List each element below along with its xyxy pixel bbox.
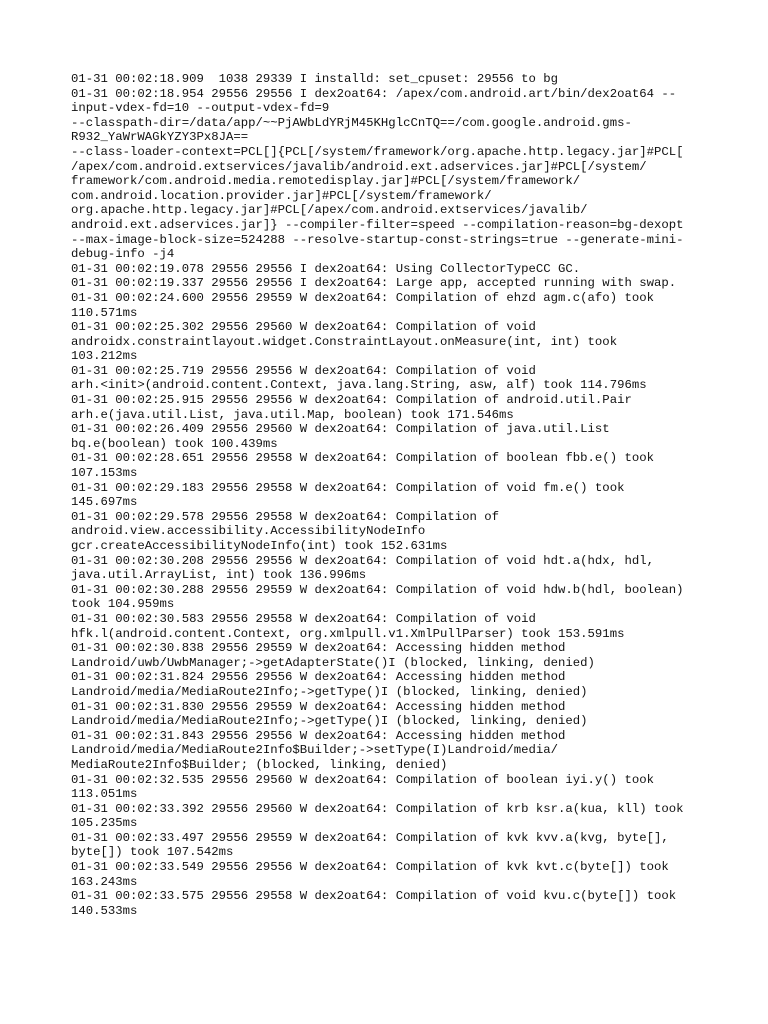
log-line: framework/com.android.media.remotedisplay.jar]#PCL[/system/framework/: [71, 174, 581, 189]
log-line: 01-31 00:02:33.392 29556 29560 W dex2oat64: Compilation of krb ksr.a(kua, kll) took: [71, 801, 684, 816]
log-line: 163.243ms: [71, 874, 138, 889]
log-line: 103.212ms: [71, 349, 138, 364]
log-line: 01-31 00:02:29.578 29556 29558 W dex2oat64: Compilation of: [71, 509, 500, 524]
log-line: 01-31 00:02:33.575 29556 29558 W dex2oat64: Compilation of void kvu.c(byte[]) took: [71, 889, 677, 904]
log-line: com.android.location.provider.jar]#PCL[/system/framework/: [71, 188, 492, 203]
log-line: 01-31 00:02:30.208 29556 29556 W dex2oat64: Compilation of void hdt.a(hdx, hdl,: [71, 553, 654, 568]
log-line: 01-31 00:02:25.719 29556 29556 W dex2oat64: Compilation of void: [71, 363, 536, 378]
log-line: bq.e(boolean) took 100.439ms: [71, 436, 278, 451]
log-line: R932_YaWrWAGkYZY3Px8JA==: [71, 130, 249, 145]
log-line: --classpath-dir=/data/app/~~PjAWbLdYRjM45KHglcCnTQ==/com.google.android.gms-: [71, 115, 632, 130]
log-line: Landroid/media/MediaRoute2Info;->getType()I (blocked, linking, denied): [71, 684, 588, 699]
log-line: 01-31 00:02:18.954 29556 29556 I dex2oat64: /apex/com.android.art/bin/dex2oat64 --: [71, 86, 677, 101]
log-line: 107.153ms: [71, 466, 138, 481]
log-line: 01-31 00:02:29.183 29556 29558 W dex2oat64: Compilation of void fm.e() took: [71, 480, 625, 495]
log-line: androidx.constraintlayout.widget.ConstraintLayout.onMeasure(int, int) took: [71, 334, 618, 349]
log-line: MediaRoute2Info$Builder; (blocked, linking, denied): [71, 757, 448, 772]
log-line: 110.571ms: [71, 305, 138, 320]
log-line: hfk.l(android.content.Context, org.xmlpull.v1.XmlPullParser) took 153.591ms: [71, 626, 625, 641]
log-line: 145.697ms: [71, 495, 138, 510]
log-line: took 104.959ms: [71, 597, 175, 612]
log-line: 01-31 00:02:19.337 29556 29556 I dex2oat64: Large app, accepted running with swap.: [71, 276, 677, 291]
log-line: gcr.createAccessibilityNodeInfo(int) took 152.631ms: [71, 539, 448, 553]
log-line: 01-31 00:02:31.843 29556 29556 W dex2oat64: Accessing hidden method: [71, 728, 566, 743]
log-line: java.util.ArrayList, int) took 136.996ms: [71, 568, 367, 583]
log-line: org.apache.http.legacy.jar]#PCL[/apex/com.android.extservices/javalib/: [71, 203, 588, 218]
log-line: 01-31 00:02:31.824 29556 29556 W dex2oat64: Accessing hidden method: [71, 670, 566, 685]
log-document: [71, 72, 711, 918]
log-line: 01-31 00:02:33.549 29556 29556 W dex2oat64: Compilation of kvk kvt.c(byte[]) took: [71, 860, 669, 875]
log-line: 105.235ms: [71, 816, 138, 831]
log-line: 01-31 00:02:32.535 29556 29560 W dex2oat64: Compilation of boolean iyi.y() took: [71, 772, 654, 787]
log-line: 01-31 00:02:19.078 29556 29556 I dex2oat64: Using CollectorTypeCC GC.: [71, 261, 581, 276]
log-line: android.view.accessibility.AccessibilityNodeInfo: [71, 524, 426, 539]
log-line: Landroid/media/MediaRoute2Info$Builder;->setType(I)Landroid/media/: [71, 743, 559, 758]
log-line: 01-31 00:02:30.838 29556 29559 W dex2oat64: Accessing hidden method: [71, 641, 566, 656]
log-line: --max-image-block-size=524288 --resolve-startup-const-strings=true --generate-mini-: [71, 232, 684, 247]
log-line: byte[]) took 107.542ms: [71, 845, 234, 860]
log-line: 01-31 00:02:31.830 29556 29559 W dex2oat64: Accessing hidden method: [71, 699, 566, 714]
log-line: 01-31 00:02:30.583 29556 29558 W dex2oat64: Compilation of void: [71, 611, 536, 626]
log-line: 01-31 00:02:30.288 29556 29559 W dex2oat64: Compilation of void hdw.b(hdl, boolean): [71, 582, 684, 597]
log-line: arh.<init>(android.content.Context, java.lang.String, asw, alf) took 114.796ms: [71, 378, 647, 393]
log-line: 01-31 00:02:24.600 29556 29559 W dex2oat64: Compilation of ehzd agm.c(afo) took: [71, 290, 654, 305]
log-line: --class-loader-context=PCL[]{PCL[/system/framework/org.apache.http.legacy.jar]#PCL[: [71, 144, 684, 159]
log-line: 01-31 00:02:26.409 29556 29560 W dex2oat64: Compilation of java.util.List: [71, 422, 610, 437]
log-line: input-vdex-fd=10 --output-vdex-fd=9: [71, 101, 330, 116]
log-line: 01-31 00:02:33.497 29556 29559 W dex2oat64: Compilation of kvk kvv.a(kvg, byte[],: [71, 830, 669, 845]
log-line: /apex/com.android.extservices/javalib/android.ext.adservices.jar]#PCL[/system/: [71, 159, 647, 174]
log-line: Landroid/media/MediaRoute2Info;->getType()I (blocked, linking, denied): [71, 714, 588, 729]
log-line: 01-31 00:02:28.651 29556 29558 W dex2oat64: Compilation of boolean fbb.e() took: [71, 451, 654, 466]
log-line: android.ext.adservices.jar]} --compiler-filter=speed --compilation-reason=bg-dexopt: [71, 217, 684, 232]
log-line: Landroid/uwb/UwbManager;->getAdapterState()I (blocked, linking, denied): [71, 655, 595, 670]
log-line: 01-31 00:02:25.302 29556 29560 W dex2oat64: Compilation of void: [71, 320, 536, 335]
log-line: 113.051ms: [71, 787, 138, 802]
log-line: 01-31 00:02:25.915 29556 29556 W dex2oat64: Compilation of android.util.Pair: [71, 393, 632, 408]
log-line: arh.e(java.util.List, java.util.Map, boolean) took 171.546ms: [71, 407, 514, 422]
log-line: debug-info -j4: [71, 247, 175, 262]
log-line: 140.533ms: [71, 903, 138, 918]
log-line: 01-31 00:02:18.909 1038 29339 I installd: set_cpuset: 29556 to bg: [71, 72, 559, 86]
